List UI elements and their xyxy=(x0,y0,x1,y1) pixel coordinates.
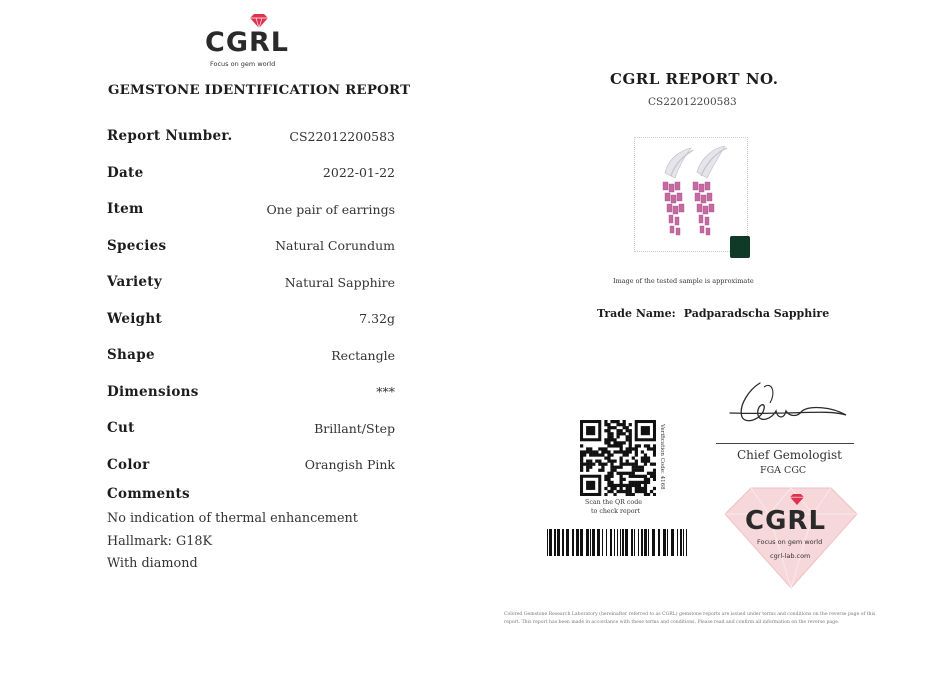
field-value: One pair of earrings xyxy=(266,201,395,217)
comment-line: No indication of thermal enhancement xyxy=(107,511,358,526)
field-value: 7.32g xyxy=(359,311,395,327)
watermark-logo-text: CGRL xyxy=(745,506,827,536)
signature-icon xyxy=(720,375,860,445)
footer-terms: Colored Gemstone Research Laboratory (hereinafter referred to as CGRL) gemstone reports are issued under terms and conditions on the reverse page of this report. This report has been made in accordance with these terms and conditions. Please read and confirm all information on the reverse page. xyxy=(504,612,876,625)
trade-name-value: Padparadscha Sapphire xyxy=(683,307,830,320)
field-dimensions xyxy=(107,374,395,411)
field-label: Variety xyxy=(107,274,162,291)
scan-instruction: Scan the QR code xyxy=(585,499,642,506)
field-weight xyxy=(107,301,395,338)
trade-name-label: Trade Name: xyxy=(597,307,676,320)
watermark-site: cgrl-lab.com xyxy=(770,552,811,560)
field-variety xyxy=(107,264,395,301)
image-caption: Image of the tested sample is approximate xyxy=(613,277,754,285)
scan-instruction: to check report xyxy=(591,508,641,515)
field-label: Color xyxy=(107,456,150,473)
lab-seal-icon xyxy=(730,236,750,258)
comment-line: With diamond xyxy=(107,556,198,571)
report-title: GEMSTONE IDENTIFICATION REPORT xyxy=(108,82,411,98)
field-date xyxy=(107,155,395,192)
field-color xyxy=(107,447,395,484)
field-label: Item xyxy=(107,201,144,218)
report-no-title: CGRL REPORT NO. xyxy=(610,70,779,88)
watermark-logo xyxy=(742,506,842,566)
field-label: Shape xyxy=(107,347,155,364)
field-label: Weight xyxy=(107,310,163,327)
field-value: Orangish Pink xyxy=(304,457,395,473)
field-label: Dimensions xyxy=(107,383,199,400)
comments-title: Comments xyxy=(107,486,190,502)
report-no-value: CS22012200583 xyxy=(648,96,737,108)
diamond-logo-icon xyxy=(790,494,804,505)
verification-code: Verification Code: 4168 xyxy=(659,424,665,490)
comments-section xyxy=(107,486,358,576)
field-item xyxy=(107,191,395,228)
field-value: Natural Sapphire xyxy=(284,274,395,290)
field-cut xyxy=(107,410,395,447)
signatory-credentials: FGA CGC xyxy=(760,465,807,476)
field-value: Natural Corundum xyxy=(275,238,395,254)
field-report-number xyxy=(107,118,395,155)
watermark-tagline: Focus on gem world xyxy=(757,538,823,546)
field-species xyxy=(107,228,395,265)
field-value: Brillant/Step xyxy=(314,420,395,436)
cgrl-logo xyxy=(198,14,298,70)
signature-line xyxy=(716,443,854,444)
logo-text: CGRL xyxy=(205,27,289,58)
field-label: Report Number. xyxy=(107,128,233,145)
field-label: Date xyxy=(107,164,144,181)
signatory-title: Chief Gemologist xyxy=(737,448,842,462)
comment-line: Hallmark: G18K xyxy=(107,533,213,549)
field-value: CS22012200583 xyxy=(289,128,395,144)
diamond-logo-icon xyxy=(250,14,268,28)
qr-code-icon xyxy=(580,420,656,496)
trade-name xyxy=(597,307,829,320)
logo-tagline: Focus on gem world xyxy=(210,60,276,68)
field-value: *** xyxy=(376,384,395,400)
report-fields xyxy=(107,118,395,483)
field-value: Rectangle xyxy=(331,347,395,363)
field-label: Cut xyxy=(107,420,135,437)
earrings-photo xyxy=(634,137,748,252)
barcode-icon xyxy=(547,529,689,556)
earrings-image xyxy=(635,138,747,251)
field-value: 2022-01-22 xyxy=(322,165,395,181)
field-shape xyxy=(107,337,395,374)
field-label: Species xyxy=(107,237,167,254)
